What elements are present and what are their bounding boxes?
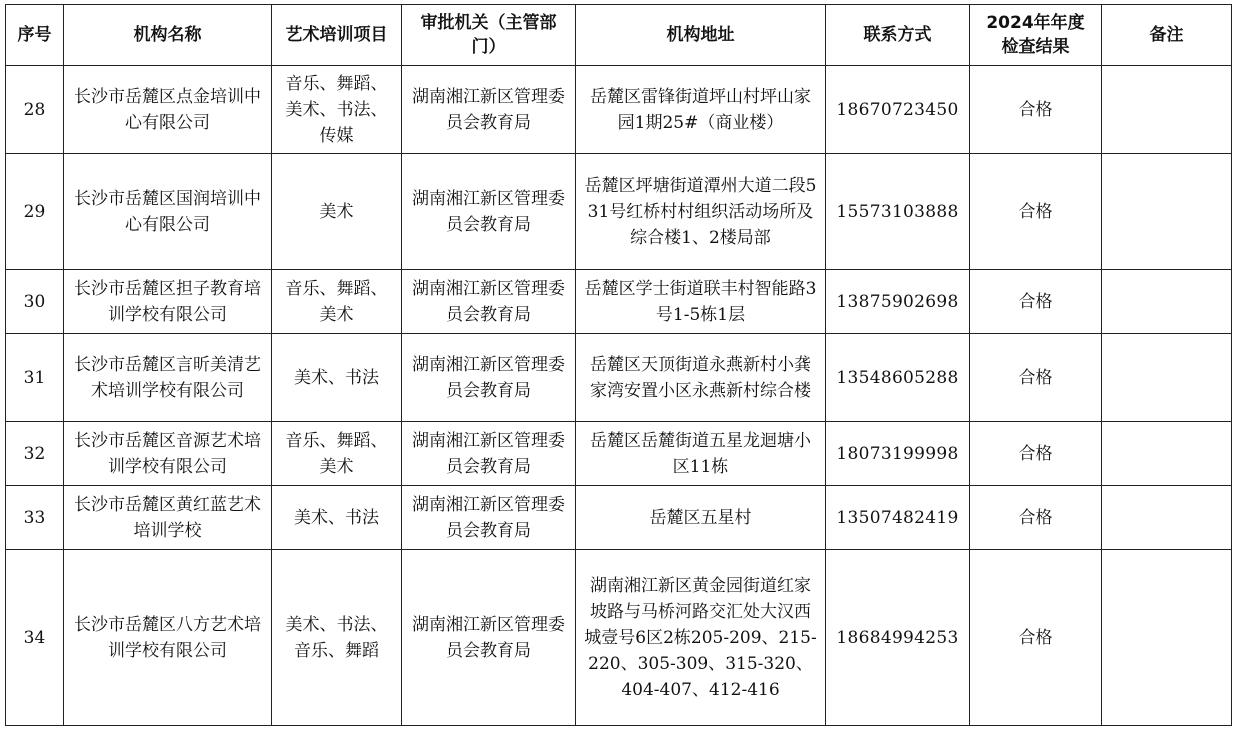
cell-contact: 13507482419 [826,486,970,550]
cell-address: 岳麓区坪塘街道潭州大道二段531号红桥村村组织活动场所及综合楼1、2楼局部 [576,154,826,270]
cell-name: 长沙市岳麓区国润培训中心有限公司 [64,154,272,270]
cell-remark [1102,422,1232,486]
cell-contact: 18670723450 [826,66,970,154]
cell-name: 长沙市岳麓区黄红蓝艺术培训学校 [64,486,272,550]
cell-result: 合格 [970,550,1102,726]
cell-project: 美术 [272,154,402,270]
cell-contact: 13875902698 [826,270,970,334]
cell-result: 合格 [970,270,1102,334]
cell-authority: 湖南湘江新区管理委员会教育局 [402,270,576,334]
cell-num: 28 [6,66,64,154]
cell-result: 合格 [970,486,1102,550]
header-name: 机构名称 [64,5,272,66]
cell-address: 岳麓区五星村 [576,486,826,550]
cell-remark [1102,550,1232,726]
table-row [6,334,1232,422]
cell-project: 美术、书法 [272,334,402,422]
cell-authority: 湖南湘江新区管理委员会教育局 [402,334,576,422]
cell-authority: 湖南湘江新区管理委员会教育局 [402,422,576,486]
cell-num: 33 [6,486,64,550]
cell-contact: 18073199998 [826,422,970,486]
cell-address: 岳麓区雷锋街道坪山村坪山家园1期25#（商业楼） [576,66,826,154]
cell-project: 美术、书法、音乐、舞蹈 [272,550,402,726]
cell-result: 合格 [970,66,1102,154]
cell-name: 长沙市岳麓区八方艺术培训学校有限公司 [64,550,272,726]
cell-num: 32 [6,422,64,486]
cell-address: 岳麓区天顶街道永燕新村小龚家湾安置小区永燕新村综合楼 [576,334,826,422]
cell-result: 合格 [970,154,1102,270]
header-project: 艺术培训项目 [272,5,402,66]
cell-result: 合格 [970,422,1102,486]
cell-remark [1102,154,1232,270]
table-row [6,486,1232,550]
cell-remark [1102,270,1232,334]
cell-project: 音乐、舞蹈、美术 [272,270,402,334]
cell-contact: 13548605288 [826,334,970,422]
cell-authority: 湖南湘江新区管理委员会教育局 [402,66,576,154]
cell-num: 34 [6,550,64,726]
header-remark: 备注 [1102,5,1232,66]
cell-name: 长沙市岳麓区言昕美清艺术培训学校有限公司 [64,334,272,422]
cell-authority: 湖南湘江新区管理委员会教育局 [402,154,576,270]
header-result: 2024年年度检查结果 [970,5,1102,66]
table-row [6,66,1232,154]
cell-project: 音乐、舞蹈、美术、书法、传媒 [272,66,402,154]
cell-remark [1102,334,1232,422]
cell-project: 美术、书法 [272,486,402,550]
cell-num: 29 [6,154,64,270]
header-authority: 审批机关（主管部门） [402,5,576,66]
cell-name: 长沙市岳麓区点金培训中心有限公司 [64,66,272,154]
header-address: 机构地址 [576,5,826,66]
cell-address: 岳麓区学士街道联丰村智能路3号1-5栋1层 [576,270,826,334]
cell-remark [1102,66,1232,154]
header-contact: 联系方式 [826,5,970,66]
cell-authority: 湖南湘江新区管理委员会教育局 [402,486,576,550]
table-header-row [6,5,1232,66]
cell-address: 湖南湘江新区黄金园街道红家坡路与马桥河路交汇处大汉西城壹号6区2栋205-209、215-220、305-309、315-320、404-407、412-416 [576,550,826,726]
institution-table [5,4,1232,726]
table-row [6,422,1232,486]
cell-authority: 湖南湘江新区管理委员会教育局 [402,550,576,726]
cell-name: 长沙市岳麓区音源艺术培训学校有限公司 [64,422,272,486]
cell-address: 岳麓区岳麓街道五星龙迴塘小区11栋 [576,422,826,486]
cell-remark [1102,486,1232,550]
header-num: 序号 [6,5,64,66]
cell-project: 音乐、舞蹈、美术 [272,422,402,486]
table-row [6,154,1232,270]
table-row [6,550,1232,726]
table-row [6,270,1232,334]
cell-num: 30 [6,270,64,334]
cell-num: 31 [6,334,64,422]
cell-name: 长沙市岳麓区担子教育培训学校有限公司 [64,270,272,334]
cell-result: 合格 [970,334,1102,422]
cell-contact: 15573103888 [826,154,970,270]
cell-contact: 18684994253 [826,550,970,726]
